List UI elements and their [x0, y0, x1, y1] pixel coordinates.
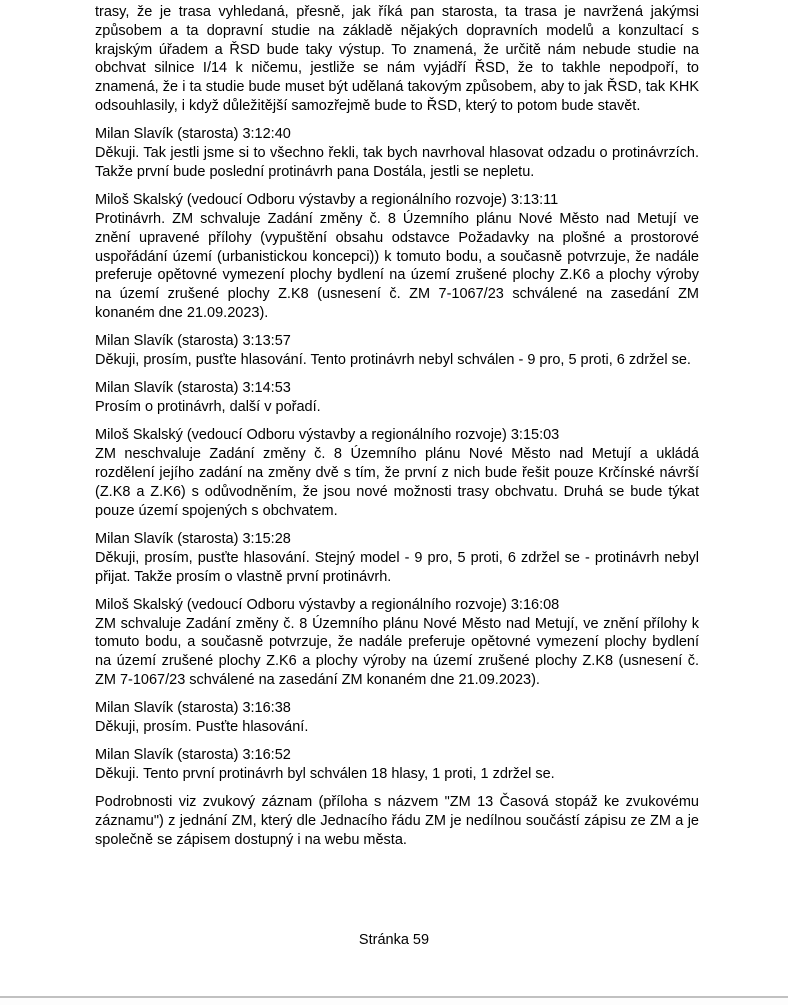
speech-block: [95, 530, 699, 586]
speech-block: [95, 426, 699, 520]
block-text: Děkuji, prosím, pusťte hlasování. Tento protinávrh nebyl schválen - 9 pro, 5 proti, 6 zdržel se.: [95, 352, 691, 369]
speaker-timestamp-line: Miloš Skalský (vedoucí Odboru výstavby a regionálního rozvoje) 3:15:03: [95, 427, 560, 444]
speaker-timestamp-line: Milan Slavík (starosta) 3:13:57: [95, 333, 291, 350]
speech-block: [95, 125, 699, 181]
block-text: Děkuji. Tento první protinávrh byl schválen 18 hlasy, 1 proti, 1 zdržel se.: [95, 766, 555, 783]
speech-block: [95, 596, 699, 690]
block-text: trasy, že je trasa vyhledaná, přesně, jak říká pan starosta, ta trasa je navržená jakýmsi způsobem a ta dopravní studie na základě nějakých dopravních modelů a konzultací s krajským úřadem a ŘSD bude taky výstup. To znamená, že určitě nám nebude studie na obchvat silnice I/14 k ničemu, jestliže se nám vyjádří ŘSD, že to takhle nepodpoří, to znamená, že i ta studie bude muset být udělaná takovým způsobem, aby to jak ŘSD, tak KHK odsouhlasily, i když důležitější samozřejmě bude to ŘSD, který to potom bude stavět.: [95, 4, 699, 114]
speech-block: [95, 746, 699, 784]
block-text: Protinávrh. ZM schvaluje Zadání změny č. 8 Územního plánu Nové Město nad Metují ve znění upravené přílohy (vypuštění obsahu odstavce Požadavky na plošné a prostorové uspořádání území (urbanistickou koncepci)) k tomuto bodu, a současně potvrzuje, že nadále preferuje opětovné vymezení plochy bydlení na území zrušené plochy Z.K6 a plochy výroby na území zrušené plochy Z.K8 (usnesení č. ZM 7-1067/23 schválené na zasedání ZM konaném dne 21.09.2023).: [95, 210, 699, 321]
block-text: Děkuji, prosím. Pusťte hlasování.: [95, 719, 309, 736]
block-text: Podrobnosti viz zvukový záznam (příloha s názvem "ZM 13 Časová stopáž ke zvukovému záznamu") z jednání ZM, který dle Jednacího řádu ZM je nedílnou součástí zápisu ze ZM a je společně se zápisem dostupný i na webu města.: [95, 794, 699, 849]
block-text: ZM schvaluje Zadání změny č. 8 Územního plánu Nové Město nad Metují, ve znění přílohy k tomuto bodu, a současně potvrzuje, že nadále preferuje opětovné vymezení plochy bydlení na území zrušené plochy Z.K6 a plochy výroby na území zrušené plochy Z.K8 (usnesení č. ZM 7-1067/23 schválené na zasedání ZM konaném dne 21.09.2023).: [95, 615, 699, 688]
block-text: Děkuji. Tak jestli jsme si to všechno řekli, tak bych navrhoval hlasovat odzadu o protinávrzích. Takže první bude poslední protinávrh pana Dostála, jestli se nepletu.: [95, 145, 699, 180]
speaker-timestamp-line: Miloš Skalský (vedoucí Odboru výstavby a regionálního rozvoje) 3:16:08: [95, 596, 560, 613]
speech-block: [95, 699, 699, 737]
speaker-timestamp-line: Miloš Skalský (vedoucí Odboru výstavby a regionálního rozvoje) 3:13:11: [95, 192, 559, 209]
speaker-timestamp-line: Milan Slavík (starosta) 3:16:52: [95, 747, 291, 764]
speech-block: [95, 379, 699, 417]
document-blocks: [95, 3, 699, 850]
next-page-edge: [0, 998, 788, 1005]
block-text: Prosím o protinávrh, další v pořadí.: [95, 399, 321, 416]
speaker-timestamp-line: Milan Slavík (starosta) 3:16:38: [95, 700, 291, 717]
page-number-footer: Stránka 59: [358, 932, 430, 948]
paragraph-block: [95, 3, 699, 116]
speech-block: [95, 332, 699, 370]
speaker-timestamp-line: Milan Slavík (starosta) 3:12:40: [95, 126, 291, 143]
block-text: Děkuji, prosím, pusťte hlasování. Stejný model - 9 pro, 5 proti, 6 zdržel se - protinávrh nebyl přijat. Takže prosím o vlastně první protinávrh.: [95, 549, 699, 585]
speaker-timestamp-line: Milan Slavík (starosta) 3:14:53: [95, 380, 291, 397]
block-text: ZM neschvaluje Zadání změny č. 8 Územního plánu Nové Město nad Metují a ukládá rozdělení jejího zadání na změny dvě s tím, že první z nich bude řešit pouze Krčínské návrší (Z.K8 a Z.K6) s odůvodněním, že jsou nové možnosti trasy obchvatu. Druhá se bude týkat pouze území spojených s obchvatem.: [95, 446, 699, 519]
speaker-timestamp-line: Milan Slavík (starosta) 3:15:28: [95, 530, 291, 547]
paragraph-block: [95, 793, 699, 849]
speech-block: [95, 191, 699, 323]
